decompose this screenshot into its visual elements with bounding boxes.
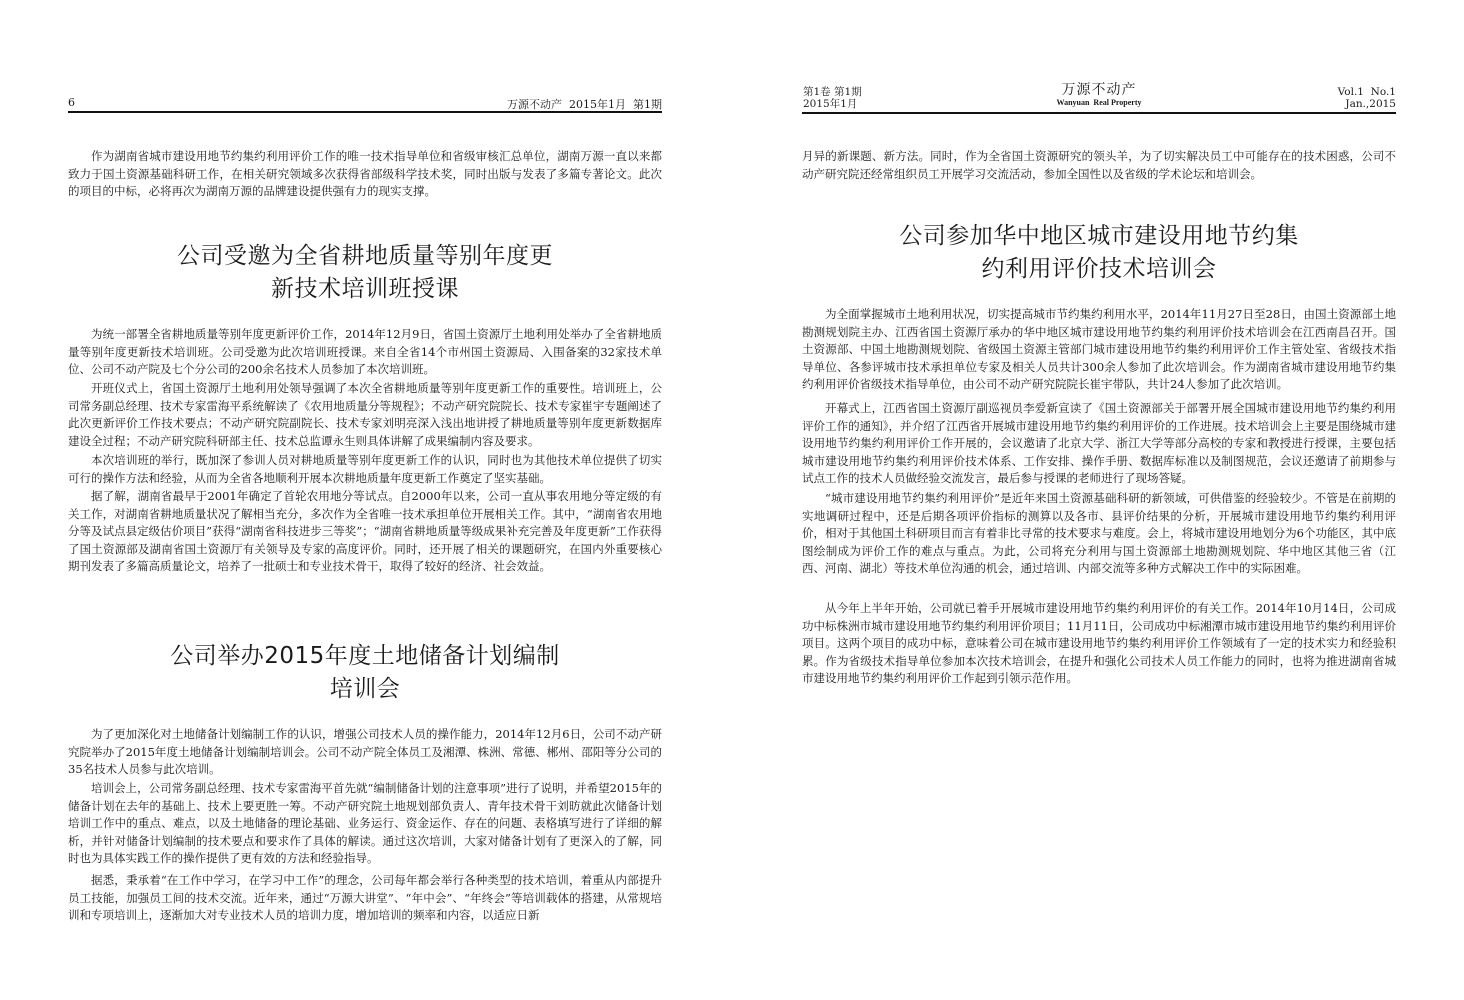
header-journal-name (802, 82, 1396, 108)
article2-title-line1: 公司举办2015年度土地储备计划编制 (170, 643, 560, 669)
right-page (802, 0, 1396, 1000)
article3-paragraph: 为全面掌握城市土地利用状况，切实提高城市节约集约利用水平，2014年11月27日至28日，由国土资源部土地勘测规划院主办、江西省国土资源厅承办的华中地区城市建设用地节约集约利用评价技术培训会在江西南昌召开。国土资源部、中国土地勘测规划院、省级国土资源主管部门城市建设用地节约集约利用评价工作主管处室、省级技术指导单位、各参评城市技术承担单位专家及相关人员共计300余人参加了此次培训会。作为湖南省城市建设用地节约集约利用评价省级技术指导单位，由公司不动产研究院院长崔宇带队，共计24人参加了此次培训。 (802, 307, 1396, 391)
article3-paragraph: 从今年上半年开始，公司就已着手开展城市建设用地节约集约利用评价的有关工作。2014年10月14日，公司成功中标株洲市城市建设用地节约集约利用评价项目；11月11日，公司成功中标湘潭市城市建设用地节约集约利用评价项目。这两个项目的成功中标，意味着公司在城市建设用地节约集约利用评价工作领域有了一定的技术实力和经验积累。作为省级技术指导单位参加本次技术培训会，在提升和强化公司技术人员工作能力的同时，也将为推进湖南省城市建设用地节约集约利用评价工作起到引领示范作用。 (802, 601, 1396, 685)
page-number: 6 (68, 96, 75, 109)
article2-paragraph: 为了更加深化对土地储备计划编制工作的认识，增强公司技术人员的操作能力，2014年12月6日，公司不动产研究院举办了2015年度土地储备计划编制培训会。公司不动产院全体员工及湘潭、株洲、常德、郴州、邵阳等分公司的35名技术人员参与此次培训。 (68, 727, 662, 776)
article2-paragraph: 据悉，秉承着“在工作中学习，在学习中工作”的理念，公司每年都会举行各种类型的技术培训，着重从内部提升员工技能，加强员工间的技术交流。近年来，通过“万源大讲堂”、“年中会”、“年终会”等培训载体的搭建，从常规培训和专项培训上，逐渐加大对专业技术人员的培训力度，增加培训的频率和内容，以适应日新 (68, 873, 662, 922)
article1-title-line1: 公司受邀为全省耕地质量等别年度更 (177, 243, 553, 269)
header-vol-no: Vol.1 No.1 (1337, 86, 1396, 98)
right-page-header (802, 82, 1396, 112)
article3-paragraph: 开幕式上，江西省国土资源厅副巡视员李爱新宣读了《国土资源部关于部署开展全国城市建设用地节约集约利用评价工作的通知》，并介绍了江西省开展城市建设用地节约集约利用评价的工作进展。技术培训会上主要是围绕城市建设用地节约集约利用评价工作开展的，会议邀请了北京大学、浙江大学等部分高校的专家和教授进行授课，主要包括城市建设用地节约集约利用评价技术体系、工作安排、操作手册、数据库标准以及制图规范，会议还邀请了前期参与试点工作的技术人员做经验交流发言，最后参与授课的老师进行了现场答疑。 (802, 401, 1396, 485)
running-title: 万源不动产 2015年1月 第1期 (507, 98, 662, 111)
article3-paragraph: “城市建设用地节约集约利用评价”是近年来国土资源基础科研的新领域，可供借鉴的经验较少。不管是在前期的实地调研过程中，还是后期各项评价指标的测算以及各市、县评价结果的分析，开展城市建设用地节约集约利用评价，相对于其他国土科研项目而言有着非比寻常的技术要求与难度。会上，将城市建设用地划分为6个功能区，其中底图绘制成为评价工作的难点与重点。为此，公司将充分利用与国土资源部土地勘测规划院、华中地区其他三省（江西、河南、湖北）等技术单位沟通的机会，通过培训、内部交流等多种方式解决工作中的实际困难。 (802, 491, 1396, 575)
intro-paragraph: 作为湖南省城市建设用地节约集约利用评价工作的唯一技术指导单位和省级审核汇总单位，湖南万源一直以来都致力于国土资源基础科研工作，在相关研究领域多次获得省部级科学技术奖，同时出版与发表了多篇专著论文。此次的项目的中标，必将再次为湖南万源的品牌建设提供强有力的现实支撑。 (68, 149, 662, 198)
article1-paragraph: 为统一部署全省耕地质量等别年度更新评价工作，2014年12月9日，省国土资源厅土地利用处举办了全省耕地质量等别年度更新技术培训班。公司受邀为此次培训班授课。来自全省14个市州国土资源局、入围备案的32家技术单位、公司不动产院及七个分公司的200余名技术人员参加了本次培训班。 (68, 327, 662, 376)
header-rule (802, 112, 1396, 114)
left-page-header (68, 96, 662, 110)
article1-paragraph: 据了解，湖南省最早于2001年确定了首轮农用地分等试点。自2000年以来，公司一直从事农用地分等定级的有关工作，对湖南省耕地质量状况了解相当充分，多次作为全省唯一技术承担单位开展相关工作。其中，“湖南省农用地分等及试点县定级估价项目”获得“湖南省科技进步三等奖”；“湖南省耕地质量等级成果补充完善及年度更新”工作获得了国土资源部及湖南省国土资源厅有关领导及专家的高度评价。同时，还开展了相关的课题研究，在国内外重要核心期刊发表了多篇高质量论文，培养了一批硕士和专业技术骨干，取得了较好的经济、社会效益。 (68, 489, 662, 573)
article1-title-line2: 新技术培训班授课 (271, 276, 459, 302)
journal-name-cn: 万源不动产 (1061, 82, 1137, 98)
article3-title (802, 220, 1396, 286)
header-date: 2015年1月 (803, 98, 858, 110)
header-rule (68, 111, 662, 113)
journal-name-en: Wanyuan Real Property (1056, 98, 1142, 107)
article2-title-line2: 培训会 (329, 676, 401, 702)
article2-title (68, 640, 662, 706)
article3-title-line1: 公司参加华中地区城市建设用地节约集 (899, 223, 1299, 249)
header-date-en: Jan.,2015 (1345, 98, 1396, 110)
article2-paragraph: 培训会上，公司常务副总经理、技术专家雷海平首先就“编制储备计划的注意事项”进行了说明，并希望2015年的储备计划在去年的基础上、技术上要更胜一筹。不动产研究院土地规划部负责人、青年技术骨干刘昉就此次储备计划培训工作中的重点、难点，以及土地储备的理论基础、业务运行、资金运作、存在的问题、表格填写进行了详细的解析，并针对储备计划编制的技术要点和要求作了具体的解读。通过这次培训，大家对储备计划有了更深入的了解，同时也为具体实践工作的操作提供了更有效的方法和经验指导。 (68, 781, 662, 865)
article1-paragraph: 本次培训班的举行，既加深了参训人员对耕地质量等别年度更新工作的认识，同时也为其他技术单位提供了切实可行的操作方法和经验，从而为全省各地顺利开展本次耕地质量年度更新工作奠定了坚实基础。 (68, 453, 662, 485)
header-volume-en (1338, 86, 1396, 110)
left-page (68, 0, 662, 1000)
article1-paragraph: 开班仪式上，省国土资源厅土地利用处领导强调了本次全省耕地质量等别年度更新工作的重要性。培训班上，公司常务副总经理、技术专家雷海平系统解读了《农用地质量分等规程》；不动产研究院院长、技术专家崔宇专题阐述了此次更新评价工作技术要点；不动产研究院副院长、技术专家刘明亮深入浅出地讲授了耕地质量等别年度更新数据库建设全过程；不动产研究院科研部主任、技术总监谭永生则具体讲解了成果编制内容及要求。 (68, 381, 662, 448)
article3-title-line2: 约利用评价技术培训会 (981, 256, 1217, 282)
article1-title (68, 240, 662, 306)
header-volume-issue: 第1卷 第1期 (803, 86, 862, 98)
continuation-paragraph: 月异的新课题、新方法。同时，作为全省国土资源研究的领头羊，为了切实解决员工中可能存在的技术困惑，公司不动产研究院还经常组织员工开展学习交流活动，参加全国性以及省级的学术论坛和培训会。 (802, 149, 1396, 181)
